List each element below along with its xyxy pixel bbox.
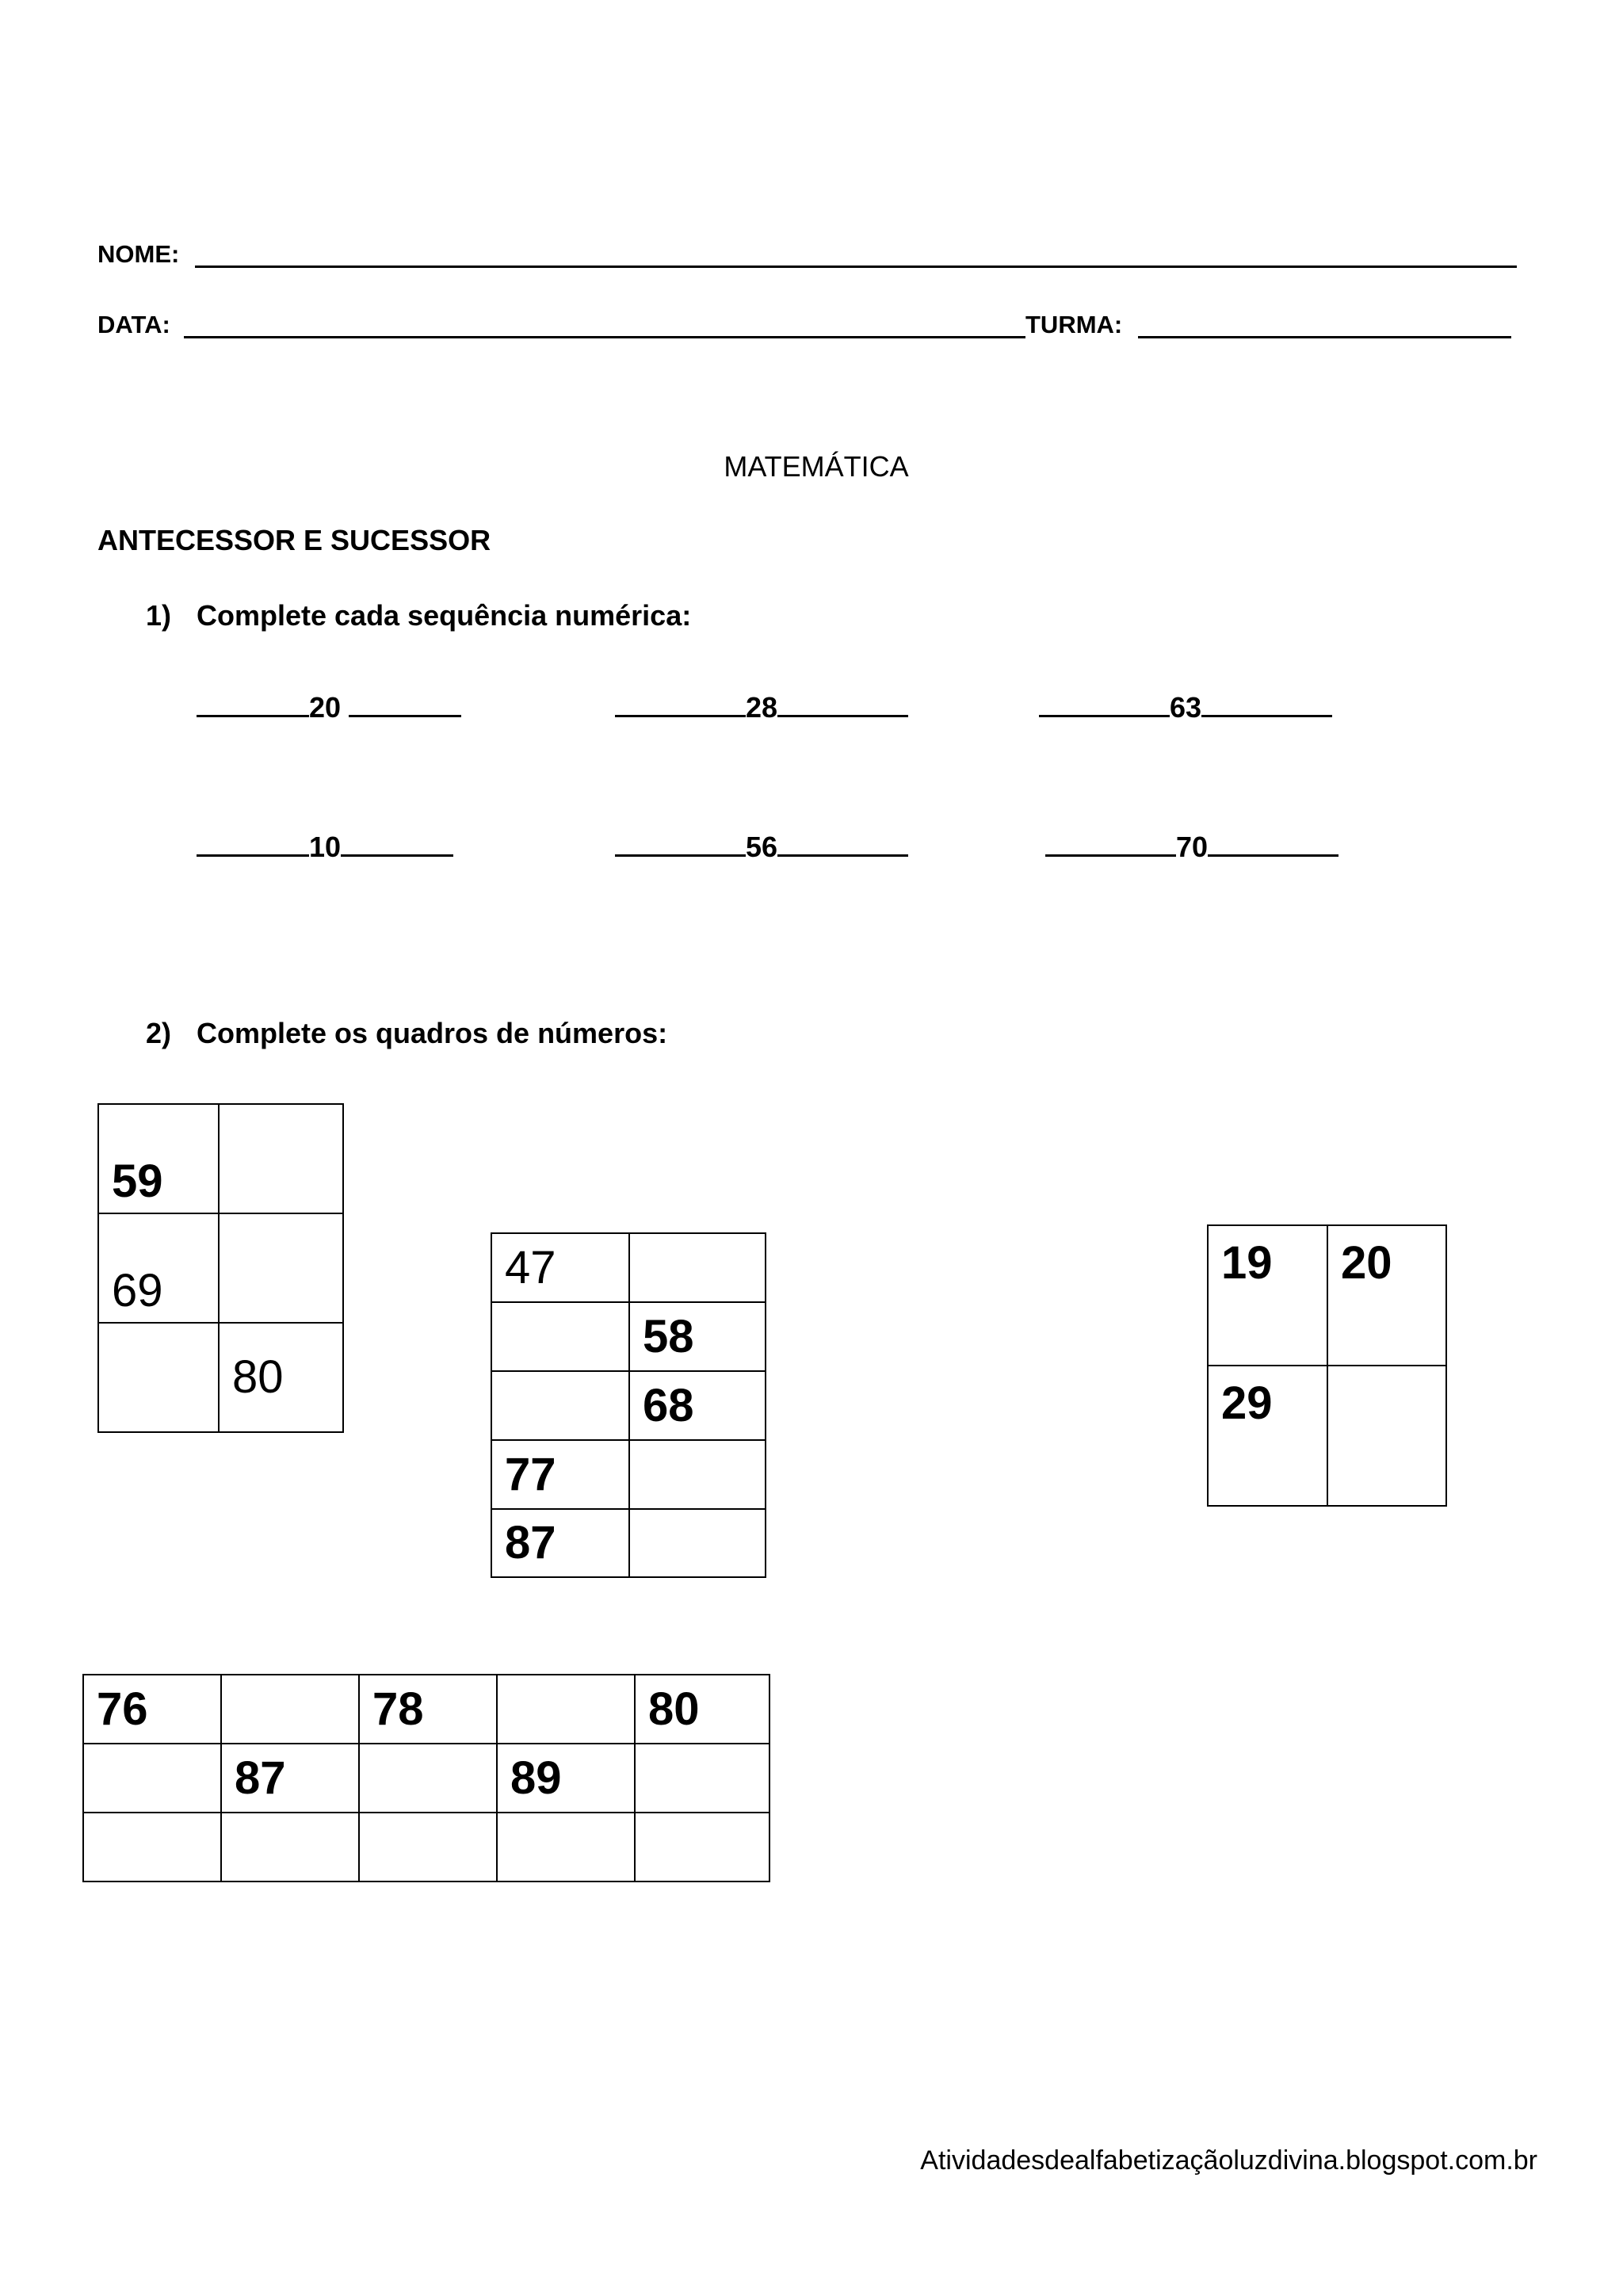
grid-cell: 58 — [629, 1302, 766, 1371]
successor-blank[interactable] — [777, 834, 908, 857]
grid-cell: 59 — [98, 1104, 219, 1213]
grid-cell: 80 — [635, 1675, 769, 1744]
question1-number: 1) — [146, 599, 172, 632]
number-grid-a — [97, 1103, 344, 1433]
grid-cell-blank[interactable] — [359, 1813, 497, 1881]
grid-cell-blank[interactable] — [221, 1675, 359, 1744]
grid-cell-blank[interactable] — [83, 1744, 221, 1813]
predecessor-blank[interactable] — [615, 694, 746, 717]
sequence-item: 56 — [615, 831, 908, 864]
grid-cell: 47 — [491, 1233, 629, 1302]
grid-cell-blank[interactable] — [629, 1440, 766, 1509]
predecessor-blank[interactable] — [197, 694, 309, 717]
grid-cell-blank[interactable] — [219, 1213, 343, 1323]
grid-cell-blank[interactable] — [491, 1371, 629, 1440]
grid-cell-blank[interactable] — [497, 1675, 635, 1744]
grid-cell: 87 — [221, 1744, 359, 1813]
name-field[interactable] — [195, 266, 1517, 268]
class-label: TURMA: — [1025, 311, 1123, 338]
successor-blank[interactable] — [1201, 694, 1332, 717]
predecessor-blank[interactable] — [1045, 834, 1176, 857]
grid-cell-blank[interactable] — [219, 1104, 343, 1213]
grid-cell-blank[interactable] — [629, 1509, 766, 1577]
grid-cell-blank[interactable] — [98, 1323, 219, 1432]
grid-cell-blank[interactable] — [491, 1302, 629, 1371]
grid-cell-blank[interactable] — [1327, 1366, 1446, 1506]
class-field[interactable] — [1138, 336, 1511, 338]
grid-cell: 68 — [629, 1371, 766, 1440]
sequence-item: 28 — [615, 691, 908, 724]
grid-cell: 76 — [83, 1675, 221, 1744]
grid-cell: 78 — [359, 1675, 497, 1744]
subject-title: MATEMÁTICA — [724, 450, 909, 483]
grid-cell-blank[interactable] — [629, 1233, 766, 1302]
grid-cell-blank[interactable] — [83, 1813, 221, 1881]
grid-cell: 89 — [497, 1744, 635, 1813]
grid-cell-blank[interactable] — [359, 1744, 497, 1813]
number-grid-b — [491, 1232, 766, 1578]
grid-cell: 80 — [219, 1323, 343, 1432]
number-grid-c — [1207, 1224, 1447, 1507]
successor-blank[interactable] — [341, 834, 453, 857]
number-grid-d — [82, 1674, 770, 1882]
sequence-item: 63 — [1039, 691, 1332, 724]
successor-blank[interactable] — [777, 694, 908, 717]
grid-cell: 20 — [1327, 1225, 1446, 1366]
grid-cell: 69 — [98, 1213, 219, 1323]
predecessor-blank[interactable] — [197, 834, 309, 857]
successor-blank[interactable] — [1208, 834, 1338, 857]
successor-blank[interactable] — [349, 694, 461, 717]
grid-cell: 29 — [1208, 1366, 1327, 1506]
sequence-item: 20 — [197, 691, 461, 724]
predecessor-blank[interactable] — [615, 834, 746, 857]
name-label: NOME: — [97, 240, 180, 268]
sequence-item: 70 — [1045, 831, 1338, 864]
grid-cell: 87 — [491, 1509, 629, 1577]
grid-cell-blank[interactable] — [635, 1744, 769, 1813]
sequence-item: 10 — [197, 831, 453, 864]
date-field[interactable] — [184, 336, 1025, 338]
grid-cell-blank[interactable] — [221, 1813, 359, 1881]
grid-cell-blank[interactable] — [635, 1813, 769, 1881]
grid-cell: 77 — [491, 1440, 629, 1509]
question1-text: Complete cada sequência numérica: — [197, 599, 692, 632]
question2-text: Complete os quadros de números: — [197, 1017, 668, 1049]
date-label: DATA: — [97, 311, 170, 338]
predecessor-blank[interactable] — [1039, 694, 1170, 717]
grid-cell: 19 — [1208, 1225, 1327, 1366]
footer-source: Atividadesdealfabetizaçãoluzdivina.blogspot.com.br — [920, 2145, 1537, 2176]
section-title: ANTECESSOR E SUCESSOR — [97, 524, 491, 556]
grid-cell-blank[interactable] — [497, 1813, 635, 1881]
question2-number: 2) — [146, 1017, 172, 1049]
